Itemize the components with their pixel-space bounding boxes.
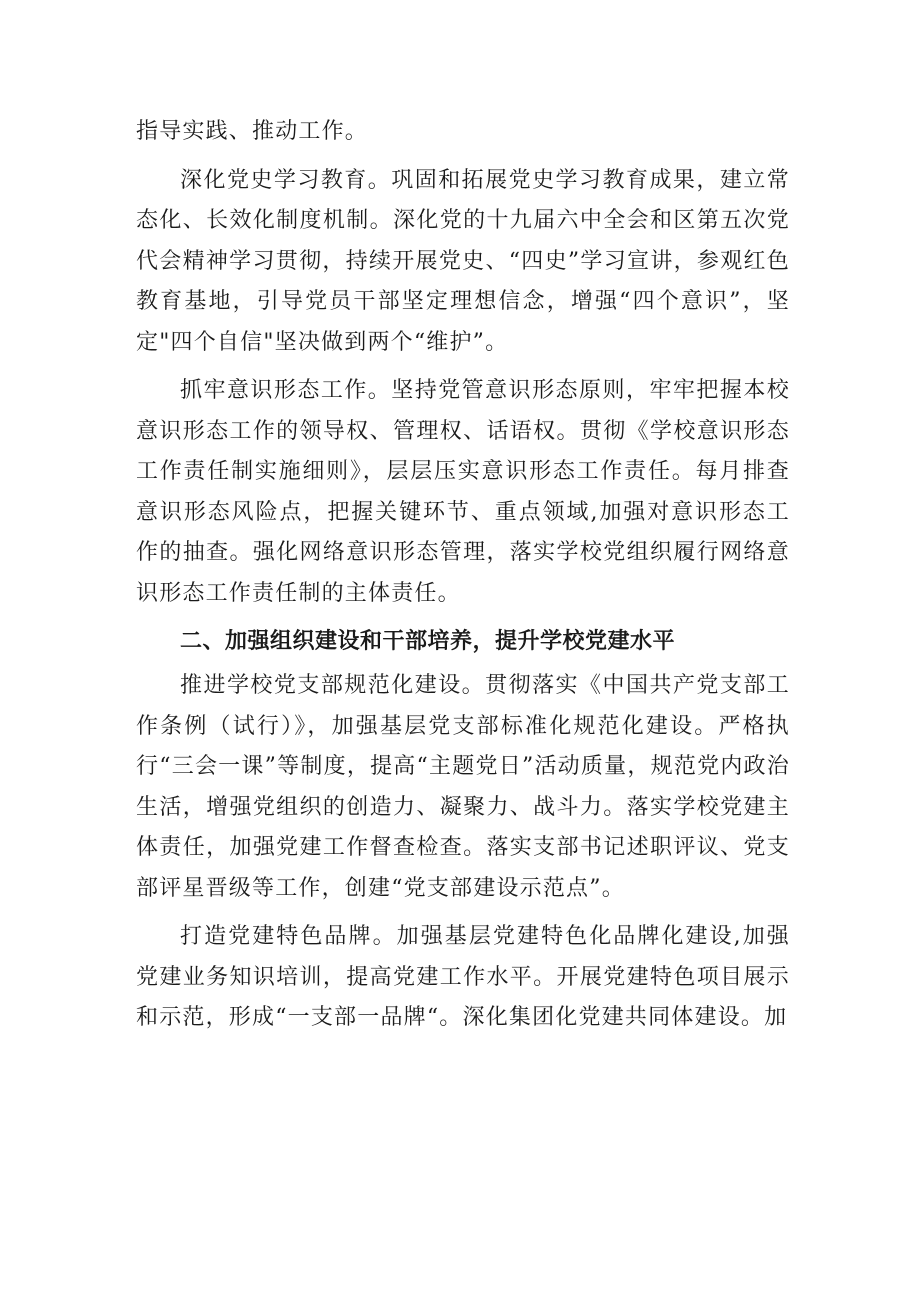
section-heading: 二、加强组织建设和干部培养，提升学校党建水平 xyxy=(180,629,676,654)
paragraph-branch-standardization: 推进学校党支部规范化建设。贯彻落实《中国共产党支部工作条例（试行）》，加强基层党支部标准化规范化建设。严格执行“三会一课”等制度，提高“主题党日”活动质量，规范党内政治生活，增强党组织的创造力、凝聚力、战斗力。落实学校党建主体责任，加强党建工作督查检查。落实支部书记述职评议、党支部评星晋级等工作，创建“党支部建设示范点”。 xyxy=(136,673,790,901)
paragraph-ideology: 抓牢意识形态工作。坚持党管意识形态原则，牢牢把握本校意识形态工作的领导权、管理权、话语权。贯彻《学校意识形态工作责任制实施细则》，层层压实意识形态工作责任。每月排查意识形态风险点，把握关键环节、重点领域,加强对意识形态工作的抽查。强化网络意识形态管理，落实学校党组织履行网络意识形态工作责任制的主体责任。 xyxy=(136,378,790,606)
continuation-paragraph: 指导实践、推动工作。 xyxy=(136,119,369,144)
paragraph-party-history: 深化党史学习教育。巩固和拓展党史学习教育成果，建立常态化、长效化制度机制。深化党的十九届六中全会和区第五次党代会精神学习贯彻，持续开展党史、“四史”学习宣讲，参观红色教育基地，引导党员干部坚定理想信念，增强“四个意识”，坚定"四个自信"坚决做到两个“维护”。 xyxy=(136,167,790,355)
paragraph-brand-building: 打造党建特色品牌。加强基层党建特色化品牌化建设,加强党建业务知识培训，提高党建工作水平。开展党建特色项目展示和示范，形成“一支部一品牌“。深化集团化党建共同体建设。加 xyxy=(136,924,790,1030)
document-body xyxy=(136,112,790,1047)
